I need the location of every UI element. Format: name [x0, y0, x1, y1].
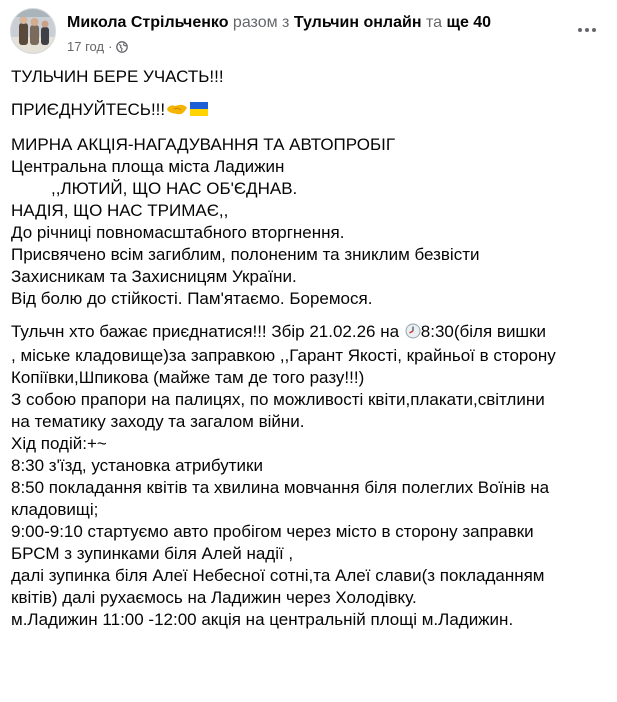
- post-line: , міське кладовище)за заправкою ,,Гарант Якості, крайньої в сторону: [11, 346, 556, 365]
- handshake-emoji: [166, 101, 188, 123]
- avatar[interactable]: [10, 8, 56, 54]
- meta-separator: ·: [108, 39, 113, 54]
- post-line: квітів) далі рухаємось на Ладижин через Холодівку.: [11, 588, 417, 607]
- post-paragraph-4: [11, 321, 611, 631]
- post-line: З собою прапори на палицях, по можливості квіти,плакати,світлини: [11, 390, 545, 409]
- post-body: [11, 66, 611, 642]
- post-meta: [67, 39, 128, 54]
- post-line: Присвячено всім загиблим, полоненим та зниклим безвісти: [11, 245, 480, 264]
- post-paragraph-3: [11, 134, 611, 310]
- and-text: та: [421, 14, 447, 31]
- clock-emoji: [405, 323, 421, 345]
- post-line: НАДІЯ, ЩО НАС ТРИМАЄ,,: [11, 201, 229, 220]
- post-line: на тематику заходу та загалом війни.: [11, 412, 305, 431]
- post-line: БРСМ з зупинками біля Алей надії ,: [11, 544, 294, 563]
- post-line: Від болю до стійкості. Пам'ятаємо. Боремося.: [11, 289, 373, 308]
- post-header: [10, 8, 617, 58]
- post-paragraph-2: [11, 99, 611, 123]
- post-line: [11, 99, 611, 123]
- page-name-link[interactable]: Тульчин онлайн: [293, 14, 422, 31]
- others-link[interactable]: ще 40: [446, 14, 492, 31]
- post-line-text: 8:30(біля вишки: [420, 322, 547, 341]
- post-timestamp-link[interactable]: 17 год: [67, 39, 105, 54]
- post-line-text: ПРИЄДНУЙТЕСЬ!!!: [11, 100, 166, 119]
- post-line: далі зупинка біля Алеї Небесної сотні,та Алеї слави(з покладанням: [11, 566, 545, 585]
- author-name-link[interactable]: Микола Стрільченко: [67, 14, 229, 31]
- post-line: ТУЛЬЧИН БЕРЕ УЧАСТЬ!!!: [11, 67, 224, 86]
- post-line: кладовищі;: [11, 500, 99, 519]
- post-title-line: [67, 14, 491, 32]
- ukraine-flag-emoji: [189, 101, 209, 123]
- post-line: До річниці повномасштабного вторгнення.: [11, 223, 345, 242]
- post-paragraph-1: [11, 66, 611, 88]
- post-line: 8:30 з'їзд, установка атрибутики: [11, 456, 263, 475]
- post-line: Хід подій:+~: [11, 434, 107, 453]
- globe-icon[interactable]: [116, 41, 128, 53]
- with-text: разом з: [228, 14, 294, 31]
- post-line-text: Тульчн хто бажає приєднатися!!! Збір 21.02.26 на: [11, 322, 404, 341]
- post-line: 8:50 покладання квітів та хвилина мовчання біля полеглих Воїнів на: [11, 478, 550, 497]
- post-line: 9:00-9:10 стартуємо авто пробігом через місто в сторону заправки: [11, 522, 534, 541]
- post-line: Захисникам та Захисницям України.: [11, 267, 297, 286]
- post-line: МИРНА АКЦІЯ-НАГАДУВАННЯ ТА АВТОПРОБІГ: [11, 135, 396, 154]
- avatar-image: [11, 9, 56, 54]
- post-line: ,,ЛЮТИЙ, ЩО НАС ОБ'ЄДНАВ.: [51, 179, 298, 198]
- post-line: Копіївки,Шпикова (майже там де того разу!!!): [11, 368, 365, 387]
- more-horizontal-icon: [578, 28, 582, 32]
- more-options-button[interactable]: [575, 20, 599, 40]
- post-line: м.Ладижин 11:00 -12:00 акція на центральній площі м.Ладижин.: [11, 610, 514, 629]
- post-line: Центральна площа міста Ладижин: [11, 157, 285, 176]
- post-line: [11, 321, 611, 345]
